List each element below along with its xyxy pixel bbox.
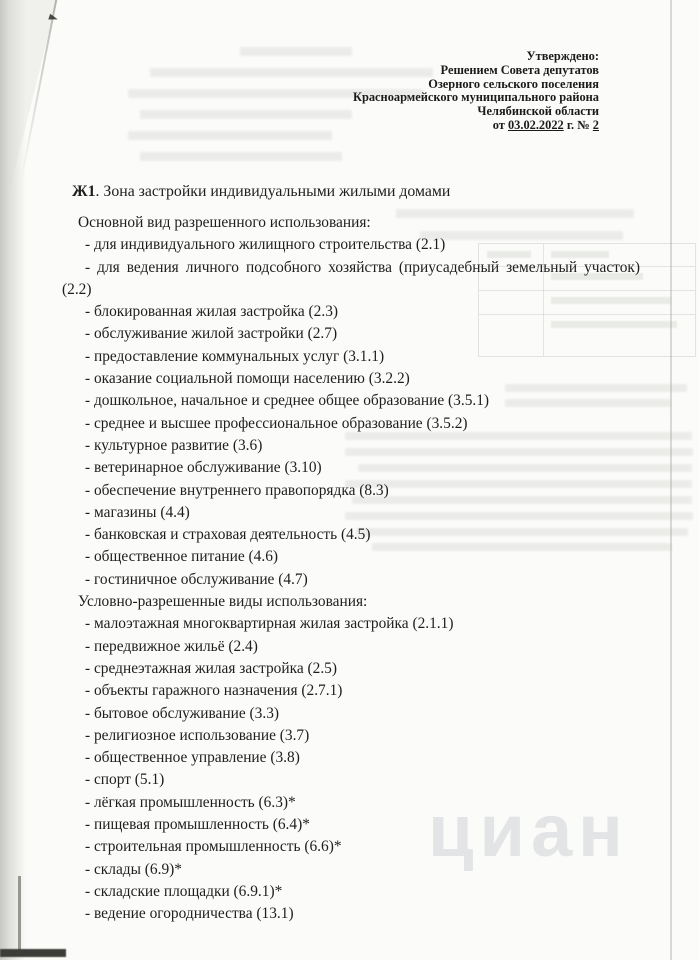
bleedthrough-text-line <box>240 47 352 56</box>
use-item: - строительная промышленность (6.6)* <box>85 838 342 856</box>
use-item: - лёгкая промышленность (6.3)* <box>85 793 296 811</box>
pen-mark-icon <box>48 14 58 22</box>
use-item: - ведение огородничества (13.1) <box>85 905 294 923</box>
page-edge-crease <box>20 0 58 183</box>
use-item: - склады (6.9)* <box>85 860 182 878</box>
use-item: - среднеэтажная жилая застройка (2.5) <box>85 659 338 677</box>
page-corner-shade <box>0 0 60 230</box>
use-item: - спорт (5.1) <box>85 771 165 789</box>
use-item: - магазины (4.4) <box>85 503 190 521</box>
use-item: - общественное управление (3.8) <box>85 749 300 767</box>
bleedthrough-text-line <box>128 131 332 140</box>
use-item: - предоставление коммунальных услуг (3.1.1) <box>85 347 385 365</box>
use-item: - обслуживание жилой застройки (2.7) <box>85 325 338 343</box>
approval-line: Озерного сельского поселения <box>428 76 599 91</box>
section-heading: Основной вид разрешенного использования: <box>78 214 371 231</box>
use-item: - оказание социальной помощи населению (3.2.2) <box>85 370 410 388</box>
use-item: - передвижное жильё (2.4) <box>85 637 258 655</box>
approval-date-line <box>353 119 599 133</box>
approval-line: Решением Совета депутатов <box>440 62 599 77</box>
use-item: - обеспечение внутреннего правопорядка (8.3) <box>85 481 389 499</box>
use-item: - дошкольное, начальное и среднее общее образование (3.5.1) <box>85 392 490 410</box>
use-item: - банковская и страховая деятельность (4.5) <box>85 526 371 544</box>
use-item: - религиозное использование (3.7) <box>85 726 310 744</box>
use-item: - культурное развитие (3.6) <box>85 436 263 454</box>
zone-title <box>62 181 640 202</box>
date-prefix: от <box>492 117 508 132</box>
underlying-page-corner <box>0 949 66 957</box>
use-item: - малоэтажная многоквартирная жилая застройка (2.1.1) <box>85 615 454 633</box>
bleedthrough-text-line <box>140 152 342 161</box>
right-page-crease <box>670 0 672 960</box>
use-item: - складские площадки (6.9.1)* <box>85 882 283 900</box>
zone-title-text: . Зона застройки индивидуальными жилыми домами <box>95 183 451 200</box>
use-item: - пищевая промышленность (6.4)* <box>85 816 310 834</box>
underlying-page-edge <box>18 876 21 952</box>
approval-number: 2 <box>592 117 599 132</box>
use-item: - общественное питание (4.6) <box>85 548 279 566</box>
use-item: - ветеринарное обслуживание (3.10) <box>85 459 322 477</box>
bleedthrough-text-line <box>140 110 352 119</box>
use-item: - гостиничное обслуживание (4.7) <box>85 570 308 588</box>
approval-line: Утверждено: <box>526 49 599 63</box>
section-heading: Условно-разрешенные виды использования: <box>78 593 368 611</box>
date-suffix: г. № <box>563 117 593 132</box>
use-item: - блокированная жилая застройка (2.3) <box>85 303 339 321</box>
approval-line: Красноармейского муниципального района <box>352 90 599 105</box>
use-item: - среднее и высшее профессиональное образование (3.5.2) <box>85 414 468 432</box>
use-item: - для ведения личного подсобного хозяйства (приусадебный земельный участок) (2.2) <box>62 258 640 298</box>
document-body <box>62 181 640 926</box>
approval-block <box>353 50 599 133</box>
scan-edge-shadow <box>0 0 26 960</box>
zone-code: Ж1 <box>72 183 96 200</box>
use-item: - бытовое обслуживание (3.3) <box>85 704 280 722</box>
approval-date: 03.02.2022 <box>507 117 564 132</box>
approval-line: Челябинской области <box>477 104 599 119</box>
use-item: - объекты гаражного назначения (2.7.1) <box>85 682 343 700</box>
use-item: - для индивидуального жилищного строительства (2.1) <box>85 236 446 254</box>
cian-watermark: циан <box>428 789 629 872</box>
